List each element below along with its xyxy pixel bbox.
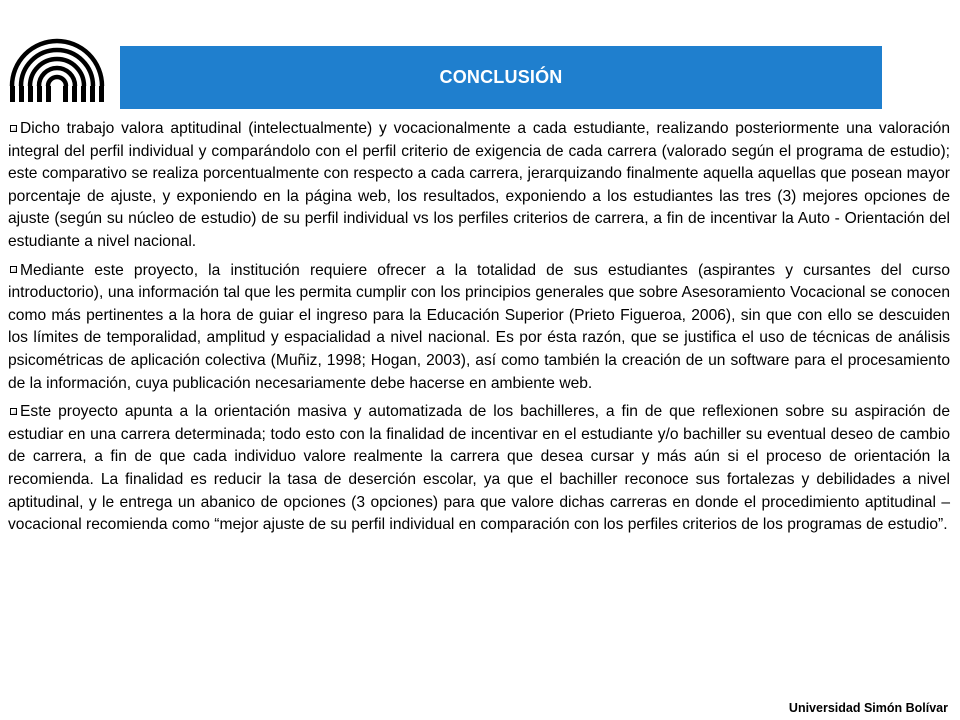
paragraph-1	[8, 118, 950, 254]
paragraph-3	[8, 401, 950, 537]
paragraph-3-text: Este proyecto apunta a la orientación masiva y automatizada de los bachilleres, a fin de que reflexionen sobre su aspiración de estudiar en una carrera determinada; todo esto con la finalidad de incentivar en el estudiante y/o bachiller su eventual deseo de cambio de carrera, a fin de que cada individuo valore realmente la carrera que desea cursar y más aún si el proceso de orientación la recomienda. La finalidad es reducir la tasa de deserción escolar, ya que el bachiller reconoce sus fortalezas y debilidades a nivel aptitudinal, y le entrega un abanico de opciones (3 opciones) para que valore dichas carreras en donde el procedimiento aptitudinal – vocacional recomienda como “mejor ajuste de su perfil individual en comparación con los perfiles criterios de los programas de estudio”.	[8, 403, 950, 534]
footer-university-name: Universidad Simón Bolívar	[788, 701, 948, 715]
university-logo-icon	[6, 22, 108, 106]
paragraph-2-text: Mediante este proyecto, la institución requiere ofrecer a la totalidad de sus estudiantes (aspirantes y cursantes del curso introductorio), una información tal que les permita cumplir con los principios generales que sobre Asesoramiento Vocacional se conocen como más pertinentes a la hora de guiar el ingreso para la Educación Superior (Prieto Figueroa, 2006), sin que con ello se descuiden los límites de temporalidad, amplitud y espacialidad a nivel nacional. Es por ésta razón, que se justifica el uso de técnicas de análisis psicométricas de aplicación colectiva (Muñiz, 1998; Hogan, 2003), así como también la creación de un software para el procesamiento de la información, cuya publicación necesariamente debe hacerse en ambiente web.	[8, 261, 950, 392]
square-bullet-icon	[10, 266, 17, 273]
paragraph-2	[8, 260, 950, 396]
square-bullet-icon	[10, 408, 17, 415]
paragraph-1-text: Dicho trabajo valora aptitudinal (intelectualmente) y vocacionalmente a cada estudiante, realizando posteriormente una valoración integral del perfil individual y comparándolo con el perfil criterio de exigencia de cada carrera (valorado según el programa de estudio); este comparativo se realiza porcentualmente con respecto a cada carrera, jerarquizando finalmente aquella aquellas que posean mayor porcentaje de ajuste, y exponiendo en la página web, los resultados, exponiendo a los estudiantes las tres (3) mejores opciones de ajuste (según su núcleo de estudio) de su perfil individual vs los perfiles criterios de carrera, a fin de incentivar la Auto - Orientación del estudiante a nivel nacional.	[8, 120, 950, 250]
title-bar	[120, 46, 882, 109]
content-area	[8, 118, 950, 543]
page-title: CONCLUSIÓN	[439, 67, 563, 87]
square-bullet-icon	[10, 125, 17, 132]
